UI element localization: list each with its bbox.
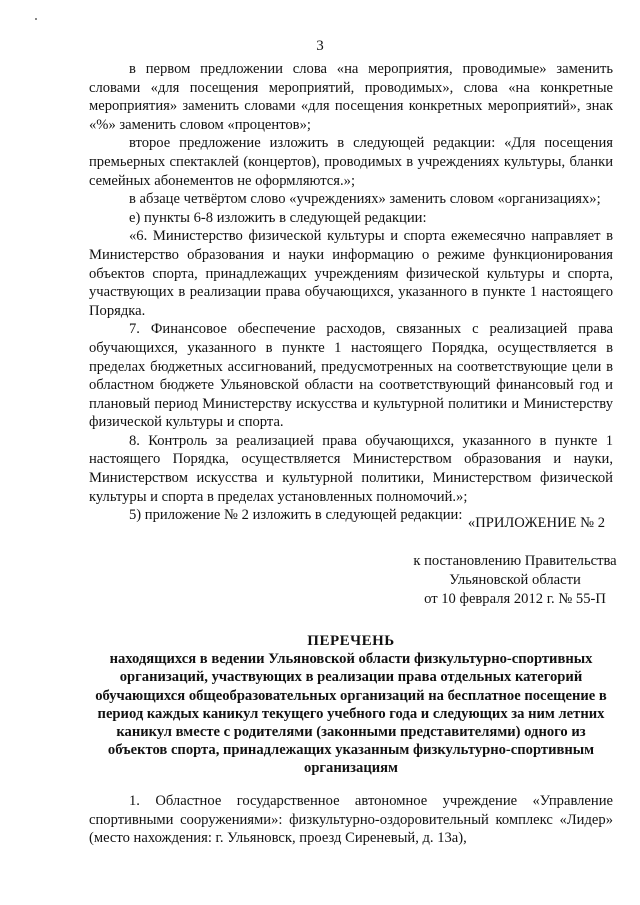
list-text (89, 792, 613, 848)
paragraph-2: второе предложение изложить в следующей редакции: «Для посещения премьерных спектаклей (концертов), проводимых в учреждениях культуры, бланки семейных абонементов не оформляются.»; (89, 135, 613, 189)
list-item-1: 1. Областное государственное автономное учреждение «Управление спортивными сооружениями»: физкультурно-оздоровительный комплекс «Лидер» (место нахождения: г. Ульяновск, проезд Сиреневый, д. 13а), (89, 793, 613, 847)
appendix-reference (395, 552, 635, 609)
page-number: 3 (316, 38, 324, 54)
paragraph-5: «6. Министерство физической культуры и спорта ежемесячно направляет в Министерство образования и науки информацию о режиме функционирования объектов спорта, принадлежащих учреждениям физической культуры и спорта, участвующих в реализации права обучающихся, указанного в пункте 1 настоящего Порядка. (89, 228, 613, 319)
list-subtitle: находящихся в ведении Ульяновской области физкультурно-спортивных организаций, участвующих в реализации права отдельных категорий обучающихся общеобразовательных организаций на бесплатное посещение в период каждых каникул текущего учебного года и следующих за ним летних каникул вместе с родителями (законными представителями) одного из объектов спорта, принадлежащих указанным физкультурно-спортивным организациям (95, 651, 607, 777)
paragraph-1: в первом предложении слова «на мероприятия, проводимые» заменить словами «для посещения мероприятий, проводимых», слова «на конкретные мероприятия» заменить словами «для посещения конкретных мероприятий», знак «%» заменить словом «процентов»; (89, 61, 613, 133)
paragraph-4: е) пункты 6-8 изложить в следующей редакции: (129, 209, 427, 226)
scan-speck (35, 18, 37, 20)
appendix-line-3: от 10 февраля 2012 г. № 55-П (424, 591, 606, 607)
appendix-title: «ПРИЛОЖЕНИЕ № 2 (467, 515, 605, 531)
paragraph-8: 5) приложение № 2 изложить в следующей редакции: (129, 507, 463, 524)
list-heading (89, 632, 613, 778)
paragraph-6: 7. Финансовое обеспечение расходов, связанных с реализацией права обучающихся, указанного в пункте 1 настоящего Порядка, осуществляется в пределах бюджетных ассигнований, предусмотренных на соответствующие цели в областном бюджете Ульяновской области на соответствующий финансовый год и плановый период Министерству искусства и культурной политики и Министерству физической культуры и спорта. (89, 321, 613, 431)
list-title: ПЕРЕЧЕНЬ (307, 633, 395, 649)
paragraph-7: 8. Контроль за реализацией права обучающихся, указанного в пункте 1 настоящего Порядка, осуществляется Министерством образования и науки, Министерством искусства и культурной политики, Министерством физической культуры и спорта в пределах установленных полномочий.»; (89, 432, 613, 505)
appendix-line-2: Ульяновской области (449, 572, 581, 588)
paragraph-3: в абзаце четвёртом слово «учреждениях» заменить словом «организациях»; (129, 191, 601, 208)
amendments-text (89, 60, 613, 525)
appendix-line-1: к постановлению Правительства (413, 553, 617, 569)
